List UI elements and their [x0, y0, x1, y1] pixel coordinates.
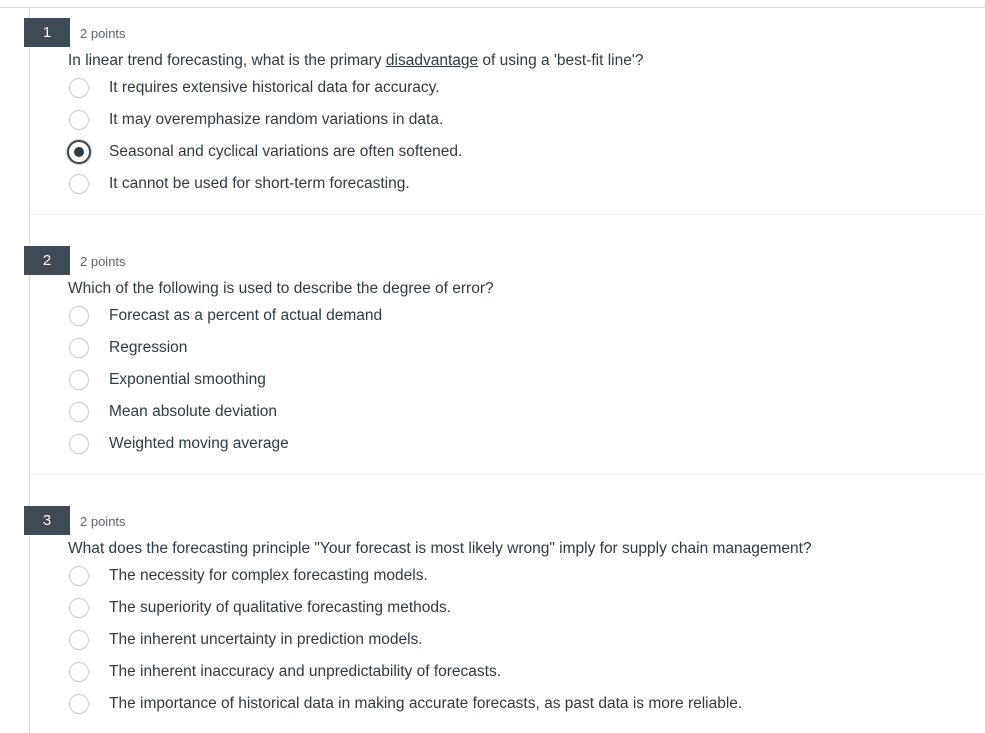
answer-option[interactable]: [68, 76, 440, 100]
radio-button[interactable]: [69, 598, 89, 618]
answer-label: The inherent inaccuracy and unpredictability of forecasts.: [109, 663, 502, 680]
answer-option[interactable]: [68, 596, 451, 620]
answer-label: Mean absolute deviation: [109, 403, 278, 420]
answer-option[interactable]: [68, 660, 501, 684]
answer-option[interactable]: [68, 400, 277, 424]
radio-button[interactable]: [69, 694, 89, 714]
question-text-start: In linear trend forecasting, what is the primary: [68, 52, 386, 69]
question-text-end: of using a 'best-fit line'?: [478, 52, 644, 69]
answer-label: Exponential smoothing: [109, 371, 266, 388]
answer-option[interactable]: [68, 564, 428, 588]
answer-option[interactable]: [68, 368, 266, 392]
question-number: 3: [24, 506, 70, 535]
left-border: [29, 8, 30, 733]
answer-option[interactable]: [68, 432, 289, 456]
answer-option[interactable]: [68, 304, 382, 328]
answer-label: The superiority of qualitative forecasting methods.: [109, 599, 452, 616]
question-text-emphasis: disadvantage: [385, 52, 479, 69]
radio-button[interactable]: [69, 630, 89, 650]
radio-button[interactable]: [69, 566, 89, 586]
radio-button[interactable]: [69, 78, 89, 98]
answer-label: Forecast as a percent of actual demand: [109, 307, 383, 324]
radio-button[interactable]: [69, 370, 89, 390]
radio-button[interactable]: [69, 306, 89, 326]
question-points: 2 points: [80, 254, 126, 269]
radio-button[interactable]: [69, 110, 89, 130]
question-divider: [30, 214, 985, 215]
question-text: [68, 52, 643, 70]
answer-label: It requires extensive historical data for accuracy.: [109, 79, 440, 96]
answer-label: Seasonal and cyclical variations are often softened.: [109, 143, 463, 160]
answer-label: The necessity for complex forecasting models.: [109, 567, 428, 584]
radio-button-selected[interactable]: [67, 140, 91, 164]
answer-label: Weighted moving average: [109, 435, 289, 452]
question-text: What does the forecasting principle "Your forecast is most likely wrong" imply for supply chain management?: [68, 540, 812, 557]
question-points: 2 points: [80, 26, 126, 41]
question-text: Which of the following is used to describe the degree of error?: [68, 280, 494, 297]
question-divider: [30, 474, 985, 475]
answer-option[interactable]: [68, 692, 742, 716]
answer-label: The inherent uncertainty in prediction models.: [109, 631, 423, 648]
answer-option[interactable]: [68, 336, 187, 360]
question-number: 1: [24, 18, 70, 47]
radio-button[interactable]: [69, 174, 89, 194]
answer-option[interactable]: [68, 172, 410, 196]
answer-option[interactable]: [68, 140, 462, 164]
radio-button[interactable]: [69, 662, 89, 682]
answer-option[interactable]: [68, 628, 423, 652]
question-number: 2: [24, 246, 70, 275]
answer-label: It cannot be used for short-term forecasting.: [109, 175, 410, 192]
answer-label: Regression: [109, 339, 188, 356]
answer-label: The importance of historical data in making accurate forecasts, as past data is more reliable.: [109, 695, 743, 712]
answer-label: It may overemphasize random variations in data.: [109, 111, 444, 128]
top-divider: [0, 7, 985, 8]
radio-button[interactable]: [69, 338, 89, 358]
answer-option[interactable]: [68, 108, 443, 132]
radio-button[interactable]: [69, 434, 89, 454]
radio-button[interactable]: [69, 402, 89, 422]
question-points: 2 points: [80, 514, 126, 529]
